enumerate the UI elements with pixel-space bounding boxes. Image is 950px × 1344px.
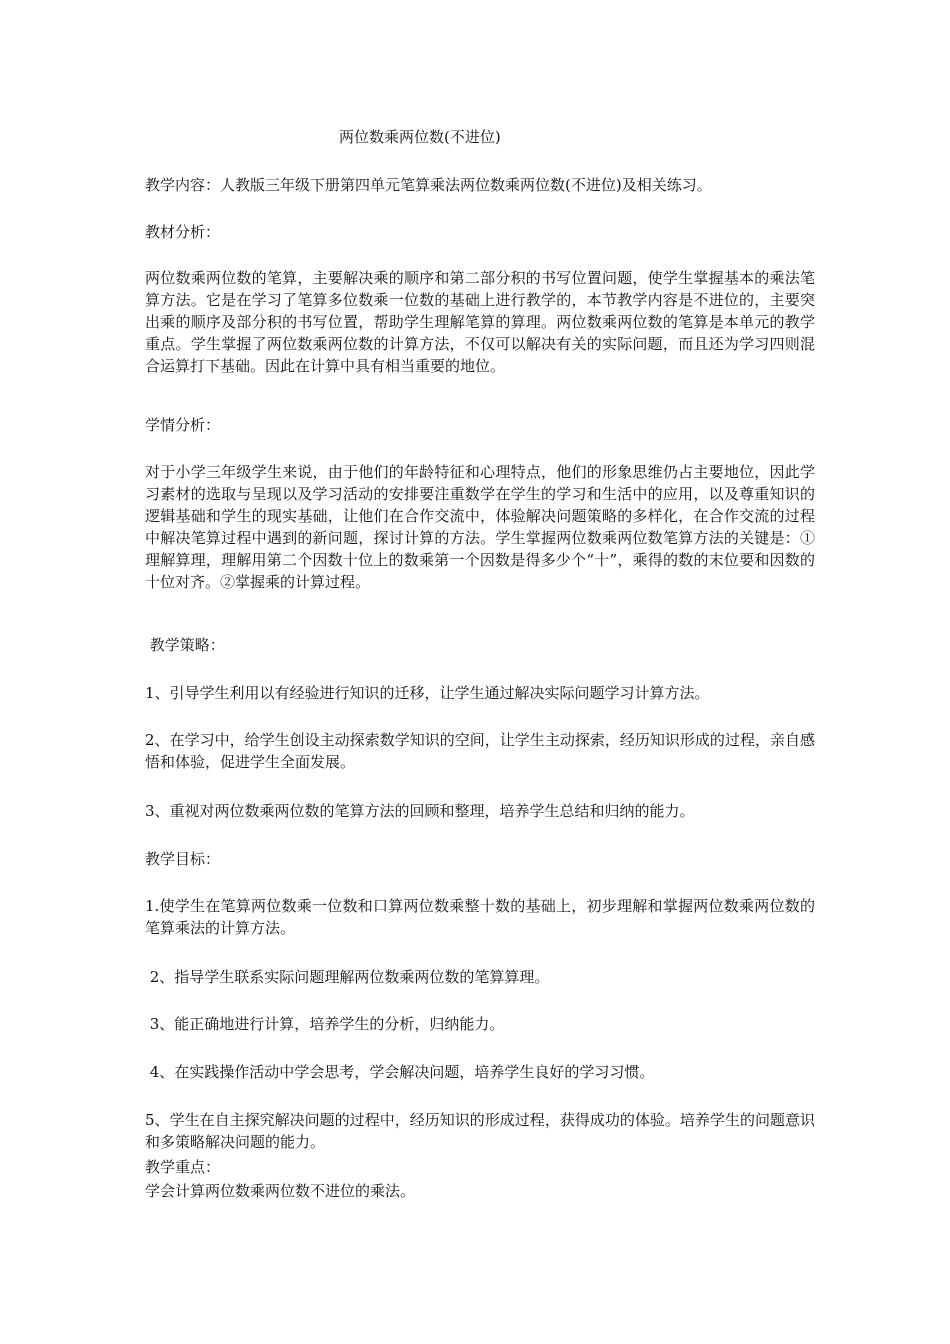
- analysis-paragraph: 两位数乘两位数的笔算，主要解决乘的顺序和第二部分积的书写位置问题，使学生掌握基本的乘法笔算方法。它是在学习了笔算多位数乘一位数的基础上进行教学的，本节教学内容是不进位的，主要突出乘的顺序及部分积的书写位置，帮助学生理解笔算的算理。两位数乘两位数的笔算是本单元的教学重点。学生掌握了两位数乘两位数的计算方法，不仅可以解决有关的实际问题，而且还为学习四则混合运算打下基础。因此在计算中具有相当重要的地位。: [145, 269, 815, 375]
- goal-item-5: 5、学生在自主探究解决问题的过程中，经历知识的形成过程，获得成功的体验。培养学生的问题意识和多策略解决问题的能力。: [145, 1111, 815, 1151]
- student-heading: 学情分析：: [145, 416, 221, 434]
- student-paragraph: 对于小学三年级学生来说，由于他们的年龄特征和心理特点，他们的形象思维仍占主要地位，因此学习素材的选取与呈现以及学习活动的安排要注重数学在学生的学习和生活中的应用，以及尊重知识的逻辑基础和学生的现实基础，让他们在合作交流中，体验解决问题策略的多样化，在合作交流的过程中解决笔算过程中遇到的新问题，探讨计算的方法。学生掌握两位数乘两位数笔算方法的关键是：①理解算理，理解用第二个因数十位上的数乘第一个因数是得多少个“十”，乘得的数的末位要和因数的十位对齐。②掌握乘的计算过程。: [145, 463, 815, 591]
- document-title: 两位数乘两位数(不进位): [339, 128, 501, 146]
- goal-item-4: 4、在实践操作活动中学会思考，学会解决问题，培养学生良好的学习习惯。: [145, 1063, 655, 1081]
- goal-item-1: 1.使学生在笔算两位数乘一位数和口算两位数乘整十数的基础上，初步理解和掌握两位数乘两位数的笔算乘法的计算方法。: [145, 897, 815, 937]
- goals-heading: 教学目标：: [145, 850, 221, 868]
- strategy-item-3: 3、重视对两位数乘两位数的笔算方法的回顾和整理，培养学生总结和归纳的能力。: [145, 802, 695, 820]
- keypoint-heading: 教学重点：: [145, 1158, 221, 1176]
- keypoint-text: 学会计算两位数乘两位数不进位的乘法。: [145, 1182, 416, 1200]
- analysis-heading: 教材分析：: [145, 223, 221, 241]
- content-line: 教学内容：人教版三年级下册第四单元笔算乘法两位数乘两位数(不进位)及相关练习。: [145, 176, 712, 194]
- strategy-item-2: 2、在学习中，给学生创设主动探索数学知识的空间，让学生主动探索，经历知识形成的过程，亲自感悟和体验，促进学生全面发展。: [145, 731, 815, 771]
- goal-item-3: 3、能正确地进行计算，培养学生的分析，归纳能力。: [145, 1015, 505, 1033]
- goal-item-2: 2、指导学生联系实际问题理解两位数乘两位数的笔算算理。: [145, 968, 550, 986]
- strategy-item-1: 1、引导学生利用以有经验进行知识的迁移，让学生通过解决实际问题学习计算方法。: [145, 684, 710, 702]
- strategy-heading: 教学策略：: [145, 636, 225, 654]
